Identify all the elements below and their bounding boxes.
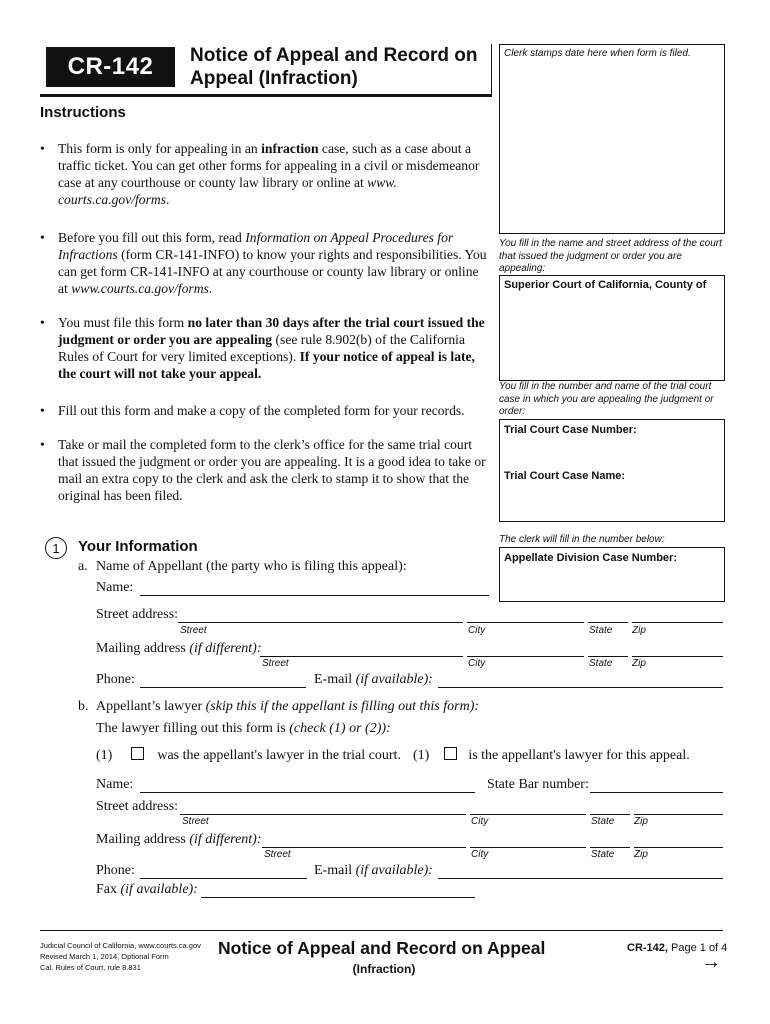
- sub-state: State: [591, 849, 615, 860]
- lawyer-name-label: Name:: [96, 777, 134, 792]
- superior-court-box[interactable]: [499, 275, 725, 381]
- trial-case-note: You fill in the number and name of the trial court case in which you are appealing the judgment or order:: [499, 381, 714, 417]
- footer-council: Judicial Council of California, www.courts.ca.gov: [40, 941, 201, 950]
- appellant-phone-field[interactable]: [140, 686, 306, 688]
- appellant-street-label: Street address:: [96, 607, 179, 622]
- appellant-mailing-city-field[interactable]: [467, 655, 584, 657]
- sub-street: Street: [180, 625, 207, 636]
- superior-court-label: Superior Court of California, County of: [504, 279, 707, 291]
- option-2-text: is the appellant's lawyer for this appeal.: [468, 748, 690, 763]
- appellant-street-field[interactable]: [178, 621, 463, 623]
- footer-rules: Cal. Rules of Court, rule 8.831: [40, 963, 141, 972]
- lawyer-fax-label: Fax (if available):: [96, 882, 198, 897]
- lawyer-mailing-city-field[interactable]: [470, 846, 586, 848]
- section-heading: Your Information: [78, 538, 198, 555]
- footer-revised: Revised March 1, 2014, Optional Form: [40, 952, 169, 961]
- lawyer-name-field[interactable]: [140, 791, 475, 793]
- header-rule: [40, 94, 492, 97]
- sub-street: Street: [182, 816, 209, 827]
- lawyer-mailing-zip-field[interactable]: [634, 846, 723, 848]
- form-number-badge: CR-142: [46, 47, 175, 87]
- instruction-bullet-1: • This form is only for appealing in an infraction case, such as a case about a traffic ticket. You can get other forms for appealing in a civil or misdemeanor case at any courthouse or county law library or online at www. courts.ca.gov/forms.: [40, 140, 490, 210]
- appellant-email-label: E-mail (if available):: [314, 672, 433, 687]
- instruction-text-4: Fill out this form and make a copy of the completed form for your records.: [58, 403, 465, 418]
- form-title: [190, 44, 490, 90]
- appellant-zip-field[interactable]: [632, 621, 723, 623]
- appellant-mailing-street-field[interactable]: [260, 655, 463, 657]
- lawyer-heading: Appellant’s lawyer (skip this if the appellant is filling out this form):: [96, 699, 480, 714]
- sub-city: City: [468, 658, 486, 669]
- sub-zip: Zip: [632, 658, 646, 669]
- appellant-state-field[interactable]: [588, 621, 628, 623]
- appellant-mailing-zip-field[interactable]: [632, 655, 723, 657]
- sub-zip: Zip: [632, 625, 646, 636]
- footer-page-number: CR-142, Page 1 of 4: [627, 942, 728, 954]
- appellant-mailing-state-field[interactable]: [588, 655, 628, 657]
- lawyer-email-field[interactable]: [438, 877, 723, 879]
- appellant-letter: a.: [78, 559, 88, 574]
- clerk-stamp-note: Clerk stamps date here when form is filed.: [504, 48, 691, 59]
- lawyer-city-field[interactable]: [470, 813, 586, 815]
- lawyer-street-label: Street address:: [96, 799, 179, 814]
- lawyer-letter: b.: [78, 699, 89, 714]
- instruction-text-1: This form is only for appealing in an infraction case, such as a case about a traffic ticket. You can get other forms for appealing in a civil or misdemeanor case at any courthouse or county law library or online at www. courts.ca.gov/forms.: [58, 141, 480, 207]
- lawyer-zip-field[interactable]: [634, 813, 723, 815]
- lawyer-mailing-label: Mailing address (if different):: [96, 832, 262, 847]
- sub-city: City: [471, 849, 489, 860]
- state-bar-field[interactable]: [590, 791, 723, 793]
- option-1-text: was the appellant's lawyer in the trial court.: [157, 748, 401, 763]
- sub-zip: Zip: [634, 816, 648, 827]
- state-bar-label: State Bar number:: [487, 777, 589, 792]
- appellate-case-label: Appellate Division Case Number:: [504, 552, 677, 564]
- sub-street: Street: [262, 658, 289, 669]
- instruction-text-3: You must file this form no later than 30 days after the trial court issued the judgment or order you are appealing (see rule 8.902(b) of the California Rules of Court for very limited exceptions). If your notice of appeal is late, the court will not take your appeal.: [58, 315, 485, 381]
- sub-city: City: [468, 625, 486, 636]
- trial-case-number-label: Trial Court Case Number:: [504, 424, 637, 436]
- lawyer-option-2: [413, 747, 690, 764]
- instruction-bullet-2: • Before you fill out this form, read Information on Appeal Procedures for Infractions (form CR-141-INFO) to know your rights and responsibilities. You can get form CR-141-INFO at any courthouse or county law library or online at www.courts.ca.gov/forms.: [40, 230, 487, 296]
- lawyer-mailing-street-field[interactable]: [262, 846, 466, 848]
- appellant-name-field[interactable]: [140, 594, 489, 596]
- footer-rule: [40, 930, 723, 931]
- lawyer-check-instruction: The lawyer filling out this form is (check (1) or (2)):: [96, 721, 391, 736]
- sub-zip: Zip: [634, 849, 648, 860]
- instruction-text-5: Take or mail the completed form to the clerk’s office for the same trial court that issued the judgment or order you are appealing. It is a good idea to take or mail an extra copy to the clerk and ask the clerk to stamp it to show that the original has been filed.: [58, 437, 486, 503]
- lawyer-email-label: E-mail (if available):: [314, 863, 433, 878]
- appellant-phone-label: Phone:: [96, 672, 135, 687]
- appellant-mailing-label: Mailing address (if different):: [96, 641, 262, 656]
- appellant-email-field[interactable]: [438, 686, 723, 688]
- lawyer-phone-field[interactable]: [140, 877, 307, 879]
- form-title-line2: Appeal (Infraction): [190, 68, 358, 89]
- appellant-label: Name of Appellant (the party who is filing this appeal):: [96, 559, 407, 574]
- instructions-heading: Instructions: [40, 104, 126, 121]
- trial-lawyer-checkbox[interactable]: [131, 747, 144, 760]
- clerk-stamp-box: [499, 44, 725, 234]
- sub-street: Street: [264, 849, 291, 860]
- header-vertical-rule: [491, 44, 492, 97]
- instruction-bullet-3: • You must file this form no later than 30 days after the trial court issued the judgment or order you are appealing (see rule 8.902(b) of the California Rules of Court for very limited exceptions). If your notice of appeal is late, the court will not take your appeal.: [40, 314, 490, 384]
- lawyer-phone-label: Phone:: [96, 863, 135, 878]
- sub-state: State: [589, 658, 613, 669]
- appeal-lawyer-checkbox[interactable]: [444, 747, 457, 760]
- sub-state: State: [591, 816, 615, 827]
- court-name-note: You fill in the name and street address of the court that issued the judgment or order you are appealing:: [499, 238, 722, 274]
- lawyer-mailing-state-field[interactable]: [590, 846, 630, 848]
- lawyer-state-field[interactable]: [590, 813, 630, 815]
- lawyer-option-1: [96, 747, 401, 764]
- option-1-number: (1): [96, 748, 113, 763]
- footer-meta: [40, 940, 201, 973]
- appellate-case-box[interactable]: [499, 547, 725, 602]
- section-number-circle: 1: [45, 537, 67, 559]
- lawyer-street-field[interactable]: [180, 813, 466, 815]
- footer-subtitle: (Infraction): [352, 962, 416, 976]
- option-2-number: (1): [413, 748, 430, 763]
- footer-title: Notice of Appeal and Record on Appeal: [218, 938, 546, 958]
- appellant-city-field[interactable]: [467, 621, 584, 623]
- form-title-line1: Notice of Appeal and Record on: [190, 45, 478, 66]
- instruction-bullet-4: • Fill out this form and make a copy of the completed form for your records.: [40, 402, 490, 422]
- sub-state: State: [589, 625, 613, 636]
- sub-city: City: [471, 816, 489, 827]
- appellant-name-label: Name:: [96, 580, 134, 595]
- instruction-text-2: Before you fill out this form, read Information on Appeal Procedures for Infractions (form CR-141-INFO) to know your rights and responsibilities. You can get form CR-141-INFO at any courthouse or county law library or online at www.courts.ca.gov/forms.: [58, 230, 487, 296]
- next-page-arrow-icon[interactable]: →: [701, 951, 721, 973]
- lawyer-fax-field[interactable]: [201, 896, 475, 898]
- appellate-number-note: The clerk will fill in the number below:: [499, 534, 665, 545]
- trial-case-name-label: Trial Court Case Name:: [504, 470, 626, 482]
- instruction-bullet-5: • Take or mail the completed form to the clerk’s office for the same trial court that issued the judgment or order you are appealing. It is a good idea to take or mail an extra copy to the clerk and ask the clerk to stamp it to show that the original has been filed.: [40, 436, 490, 506]
- trial-case-box[interactable]: [499, 419, 725, 522]
